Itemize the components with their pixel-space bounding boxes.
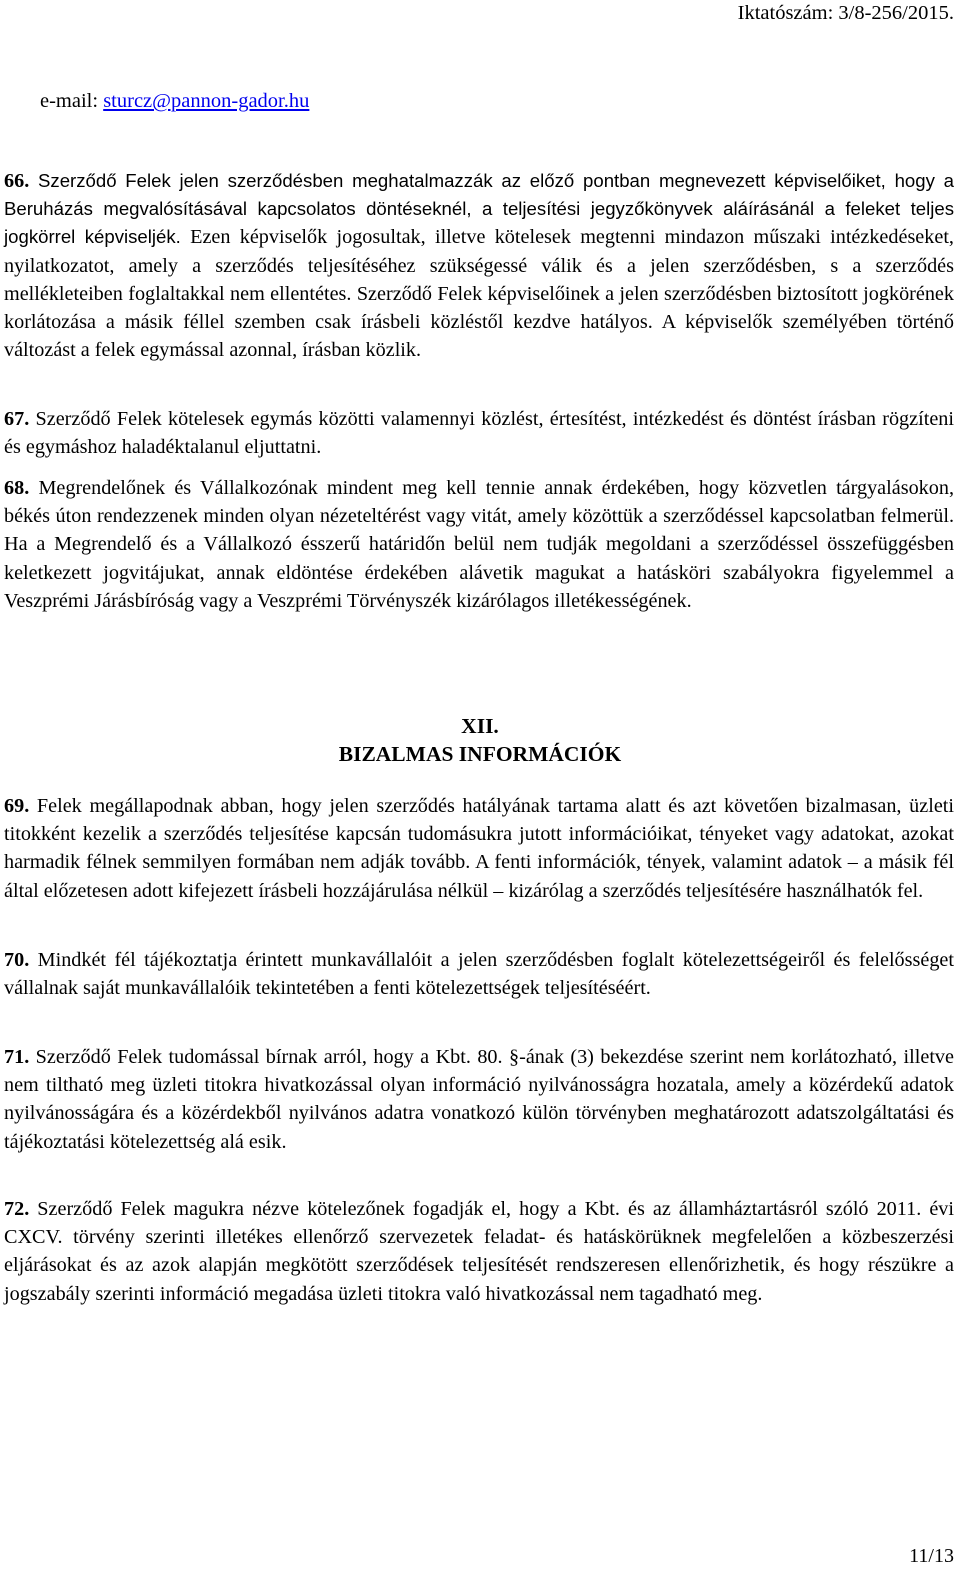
paragraph-number: 70. [4, 949, 30, 971]
paragraph-68 [4, 474, 954, 615]
paragraph-text: Mindkét fél tájékoztatja érintett munkavállalóit a jelen szerződésben foglalt kötelezettségeiről és felelősséget vállalnak saját munkavállalóik tekintetében a fenti kötelezettségek teljesítéséért. [4, 949, 954, 1000]
paragraph-text: Szerződő Felek kötelesek egymás közötti valamennyi közlést, értesítést, intézkedést és döntést írásban rögzíteni és egymáshoz haladéktalanul eljuttatni. [4, 408, 954, 459]
paragraph-66 [4, 167, 954, 364]
contact-email-line [40, 90, 309, 113]
section-title: BIZALMAS INFORMÁCIÓK [338, 742, 622, 766]
paragraph-text: Megrendelőnek és Vállalkozónak mindent meg kell tennie annak érdekében, hogy közvetlen tárgyalásokon, békés úton rendezzenek minden olyan nézeteltérést vagy vitát, amely közöttük a szerződéssel kapcsolatban felmerül. Ha a Megrendelő és a Vállalkozó ésszerű határidőn belül nem tudják megoldani a szerződéssel összefüggésben keletkezett jogvitájukat, annak eldöntése érdekében alávetik magukat a hatásköri szabályokra figyelemmel a Veszprémi Járásbíróság vagy a Veszprémi Törvényszék kizárólagos illetékességének. [4, 477, 954, 612]
paragraph-number: 66. [4, 170, 30, 192]
paragraph-text: Szerződő Felek magukra nézve kötelezőnek fogadják el, hogy a Kbt. és az államháztartásról szóló 2011. évi CXCV. törvény szerinti illetékes ellenőrző szervezetek feladat- és hatáskörüknek megfelelően a közbeszerzési eljárásokat és az azok alapján megkötött szerződések teljesítését rendszeresen ellenőrizhetik, és hogy részükre a jogszabály szerinti információ megadása üzleti titokra való hivatkozással nem tagadható meg. [4, 1198, 954, 1305]
email-link[interactable]: sturcz@pannon-gador.hu [103, 90, 310, 112]
paragraph-number: 69. [4, 795, 30, 817]
section-number: XII. [461, 714, 499, 738]
paragraph-69 [4, 792, 954, 905]
email-label: e-mail: [40, 90, 104, 112]
paragraph-text-sans: Szerződő Felek jelen szerződésben meghatalmazzák az előző pontban megnevezett képviselőiket, hogy a Beruházás megvalósításával kapcsolatos döntéseknél, a teljesítési jegyzőkönyvek aláírásánál a feleket teljes jogkörrel képviseljék. [4, 170, 954, 248]
paragraph-number: 71. [4, 1046, 30, 1068]
registration-number: Iktatószám: 3/8-256/2015. [737, 2, 954, 24]
paragraph-number: 68. [4, 477, 30, 499]
paragraph-number: 67. [4, 408, 30, 430]
paragraph-70 [4, 946, 954, 1002]
paragraph-text: Ezen képviselők jogosultak, illetve kötelesek megtenni mindazon műszaki intézkedéseket, nyilatkozatot, amely a szerződés teljesítéséhez szükségessé válik és a jelen szerződésben, s a szerződés mellékleteiben foglaltakkal nem ellentétes. Szerződő Felek képviselőinek a jelen szerződésben biztosított jogkörének korlátozása a másik féllel szemben csak írásbeli közléstől kezdve hatályos. A képviselők személyében történő változást a felek egymással azonnal, írásban közlik. [4, 226, 954, 362]
paragraph-67 [4, 405, 954, 461]
paragraph-text: Szerződő Felek tudomással bírnak arról, hogy a Kbt. 80. §-ának (3) bekezdése szerint nem korlátozható, illetve nem tiltható meg üzleti titokra hivatkozással olyan információ nyilvánosságra hozatala, amely a közérdekű adatok nyilvánosságára és a közérdekből nyilvános adatra vonatkozó külön törvényben meghatározott adatszolgáltatási és tájékoztatási kötelezettség alá esik. [4, 1046, 954, 1153]
paragraph-text: Felek megállapodnak abban, hogy jelen szerződés hatályának tartama alatt és azt követően bizalmasan, üzleti titokként kezelik a szerződés teljesítése kapcsán tudomásukra jutott információikat, tényeket vagy adatokat, azokat harmadik félnek semmilyen formában nem adják tovább. A fenti információk, tények, valamint adatok – a másik fél által előzetesen adott kifejezett írásbeli hozzájárulása nélkül – kizárólag a szerződés teljesítésére használhatók fel. [4, 795, 954, 902]
page-number: 11/13 [909, 1545, 954, 1567]
paragraph-72 [4, 1195, 954, 1308]
paragraph-number: 72. [4, 1198, 30, 1220]
paragraph-71 [4, 1043, 954, 1156]
